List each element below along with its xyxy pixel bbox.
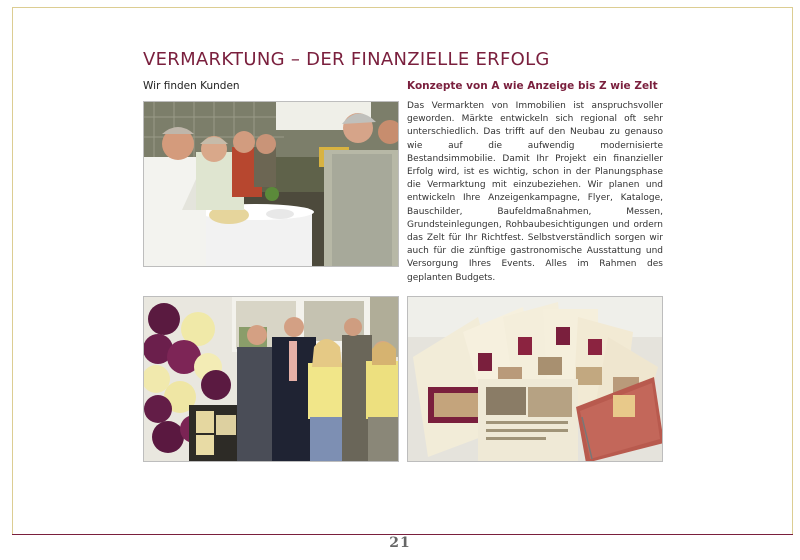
page-frame bbox=[12, 7, 793, 535]
body-text: Das Vermarkten von Immobilien ist anspruchsvoller geworden. Märkte entwickeln sich regional oft sehr unterschiedlich. Das trifft auf den Neubau zu genauso wie auf die aufwendig modernisierte Bestandsimmobilie. Damit Ihr Projekt ein finanzieller Erfolg wird, ist es wichtig, schon in der Planungsphase die Vermarktung mit einzubeziehen. Wir planen und entwickeln Ihre Anzeigenkampagne, Flyer, Kataloge, Bauschilder, Baufeldmaßnahmen, Messen, Grundsteinlegungen, Rohbaubesichtigungen und ordern das Zelt für Ihr Richtfest. Selbstverständlich sorgen wir auch für die zünftige gastronomische Ausstattung und Versorgung Ihres Events. Alles im Rahmen des geplanten Budgets. bbox=[407, 101, 663, 283]
photo-event-guests bbox=[143, 101, 399, 267]
photo-marketing-brochures bbox=[407, 296, 663, 462]
left-subheading: Wir finden Kunden bbox=[143, 80, 240, 92]
right-subheading: Konzepte von A wie Anzeige bis Z wie Zelt bbox=[407, 80, 658, 92]
page-number: 21 bbox=[389, 535, 411, 551]
photo-trade-fair-booth bbox=[143, 296, 399, 462]
page-title: VERMARKTUNG – DER FINANZIELLE ERFOLG bbox=[143, 49, 550, 70]
